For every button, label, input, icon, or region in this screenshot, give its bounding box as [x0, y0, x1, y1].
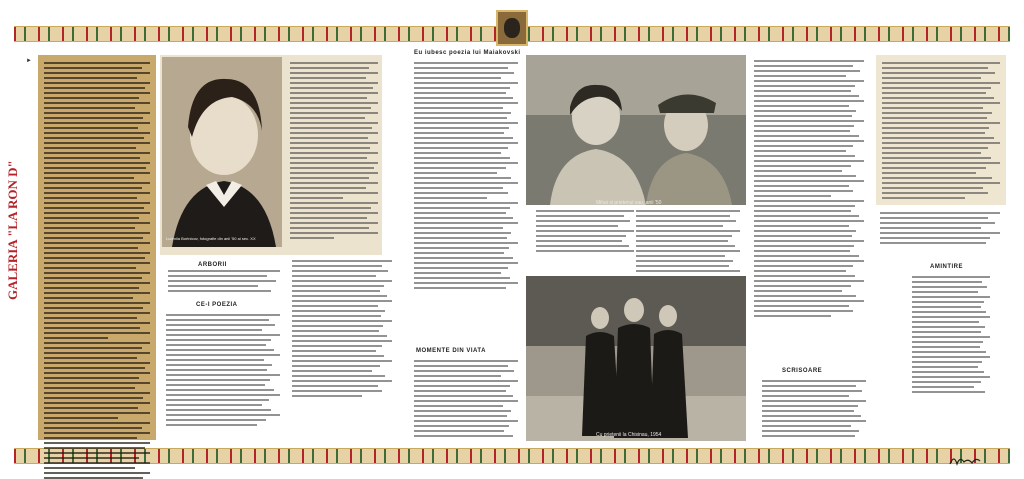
right-col-6-lines — [880, 212, 1000, 244]
woman-photo-caption: Ludmila Bortnicov, fotografie din anii '50 ai sec. XX — [166, 236, 256, 241]
two-men-under-right — [636, 210, 740, 272]
bottom-center-title: MOMENTE DIN VIATA — [416, 348, 486, 354]
group-photo — [526, 276, 746, 441]
two-men-photo — [526, 55, 746, 205]
poem-b-lines — [166, 314, 280, 426]
two-men-caption: Mihai si prietenul sau, anii '50 — [596, 200, 662, 206]
group-photo-caption: Cu prietenii la Chisinau, 1954 — [596, 432, 662, 438]
right-col-5-bottom-lines — [762, 380, 866, 437]
poem-a-lines — [168, 270, 280, 292]
poem-c-lines — [292, 260, 392, 397]
right-col-6-title: AMINTIRE — [930, 264, 963, 270]
center-column-heading: Eu iubesc poezia lui Maiakovski — [414, 50, 521, 56]
woman-photo — [162, 57, 282, 247]
portrait-icon — [496, 10, 528, 46]
ornament-band-bottom — [14, 448, 1010, 464]
right-col-6-poem-lines — [912, 276, 990, 393]
right-col-5-lines — [754, 60, 864, 317]
marker-arrow-left-top: ► — [26, 58, 32, 64]
signature-icon — [948, 452, 988, 468]
bottom-center-lines — [414, 360, 518, 437]
two-men-under-left — [536, 210, 634, 252]
right-quote-lines — [882, 62, 1000, 199]
center-column-lines — [414, 62, 518, 289]
left-small-label: ARBORII — [198, 262, 227, 268]
left-text-lines — [44, 62, 150, 479]
logo-icon — [3, 160, 23, 300]
svg-text:GALERIA "LA RON D": GALERIA "LA RON D" — [5, 160, 20, 300]
left-poem-title: CE-I POEZIA — [196, 302, 238, 308]
right-col-5-title: SCRISOARE — [782, 368, 823, 374]
woman-side-text — [290, 62, 378, 239]
